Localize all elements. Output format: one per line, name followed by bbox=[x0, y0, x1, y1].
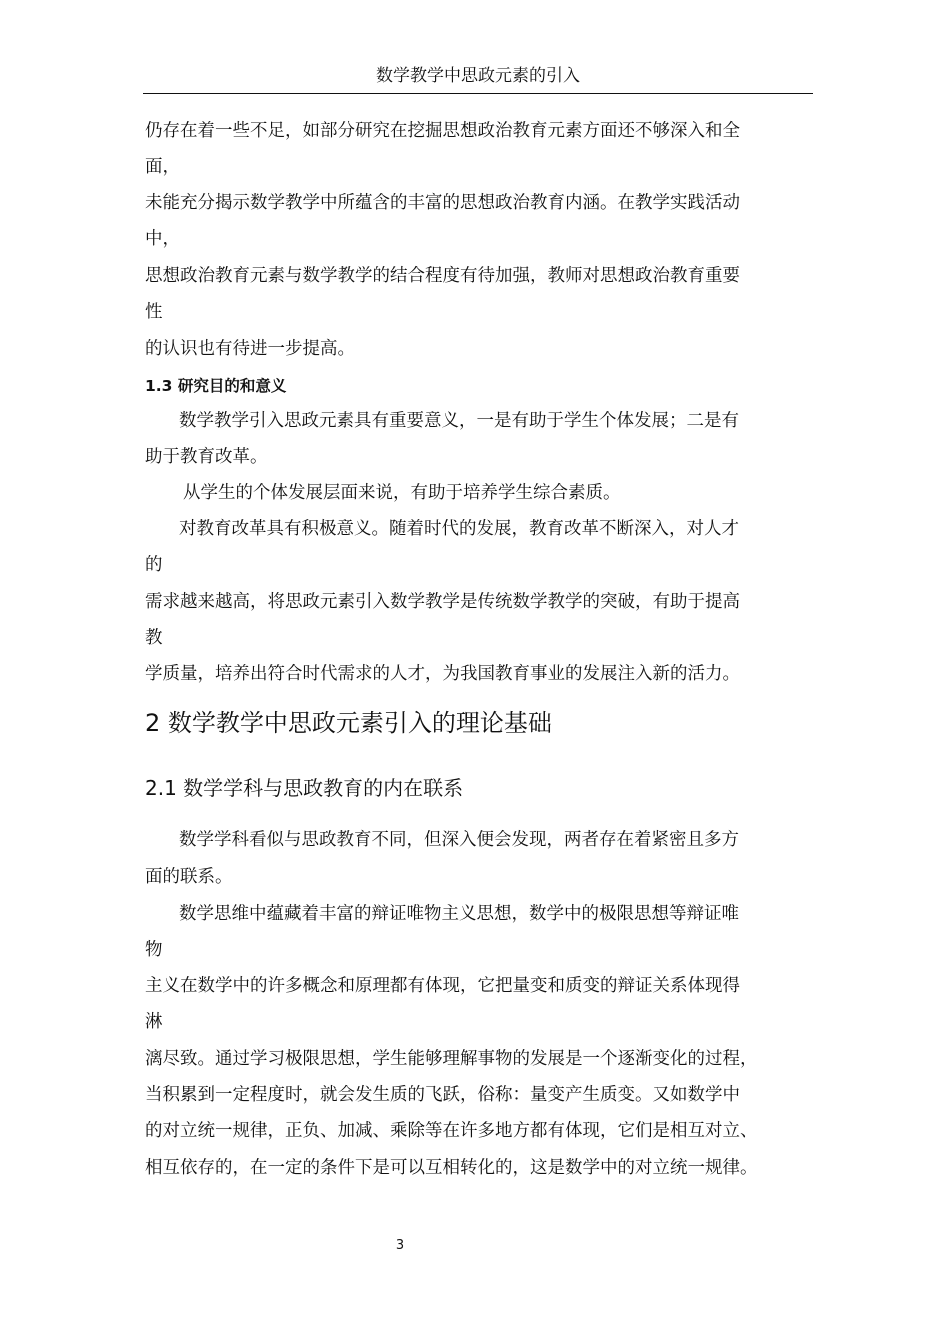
text-line: 仍存在着一些不足，如部分研究在挖掘思想政治教育元素方面还不够深入和全 bbox=[145, 121, 740, 141]
text-line: 数学教学引入思政元素具有重要意义，一是有助于学生个体发展；二是有 bbox=[179, 411, 739, 431]
header-rule bbox=[143, 93, 813, 94]
text-line: 学质量，培养出符合时代需求的人才，为我国教育事业的发展注入新的活力。 bbox=[145, 664, 740, 684]
text-line: 相互依存的，在一定的条件下是可以互相转化的，这是数学中的对立统一规律。 bbox=[145, 1158, 758, 1178]
text-line: 性 bbox=[145, 302, 163, 322]
text-line: 助于教育改革。 bbox=[145, 447, 268, 467]
text-line: 从学生的个体发展层面来说，有助于培养学生综合素质。 bbox=[183, 483, 621, 503]
text-line: 的认识也有待进一步提高。 bbox=[145, 339, 355, 359]
running-header: 数学教学中思政元素的引入 bbox=[376, 66, 580, 86]
text-line: 数学学科看似与思政教育不同，但深入便会发现，两者存在着紧密且多方 bbox=[179, 830, 739, 850]
text-line: 思想政治教育元素与数学教学的结合程度有待加强，教师对思想政治教育重要 bbox=[145, 266, 740, 286]
chapter-heading-2: 2 数学教学中思政元素引入的理论基础 bbox=[145, 709, 552, 737]
section-heading-1-3: 1.3 研究目的和意义 bbox=[145, 377, 287, 395]
text-line: 对教育改革具有积极意义。随着时代的发展，教育改革不断深入，对人才 bbox=[179, 519, 739, 539]
text-line: 淋 bbox=[145, 1012, 163, 1032]
text-line: 中， bbox=[145, 229, 180, 249]
text-line: 面的联系。 bbox=[145, 867, 233, 887]
text-line: 的 bbox=[145, 555, 163, 575]
section-heading-2-1: 2.1 数学学科与思政教育的内在联系 bbox=[145, 776, 464, 800]
text-line: 物 bbox=[145, 940, 163, 960]
text-line: 的对立统一规律，正负、加减、乘除等在许多地方都有体现，它们是相互对立、 bbox=[145, 1121, 758, 1141]
text-line: 漓尽致。通过学习极限思想，学生能够理解事物的发展是一个逐渐变化的过程， bbox=[145, 1049, 758, 1069]
text-line: 数学思维中蕴藏着丰富的辩证唯物主义思想，数学中的极限思想等辩证唯 bbox=[179, 904, 739, 924]
text-line: 未能充分揭示数学教学中所蕴含的丰富的思想政治教育内涵。在教学实践活动 bbox=[145, 193, 740, 213]
text-line: 需求越来越高，将思政元素引入数学教学是传统数学教学的突破，有助于提高 bbox=[145, 592, 740, 612]
page-number: 3 bbox=[395, 1238, 405, 1253]
text-line: 面， bbox=[145, 157, 180, 177]
text-line: 教 bbox=[145, 628, 163, 648]
text-line: 当积累到一定程度时，就会发生质的飞跃，俗称：量变产生质变。又如数学中 bbox=[145, 1085, 740, 1105]
text-line: 主义在数学中的许多概念和原理都有体现，它把量变和质变的辩证关系体现得 bbox=[145, 976, 740, 996]
